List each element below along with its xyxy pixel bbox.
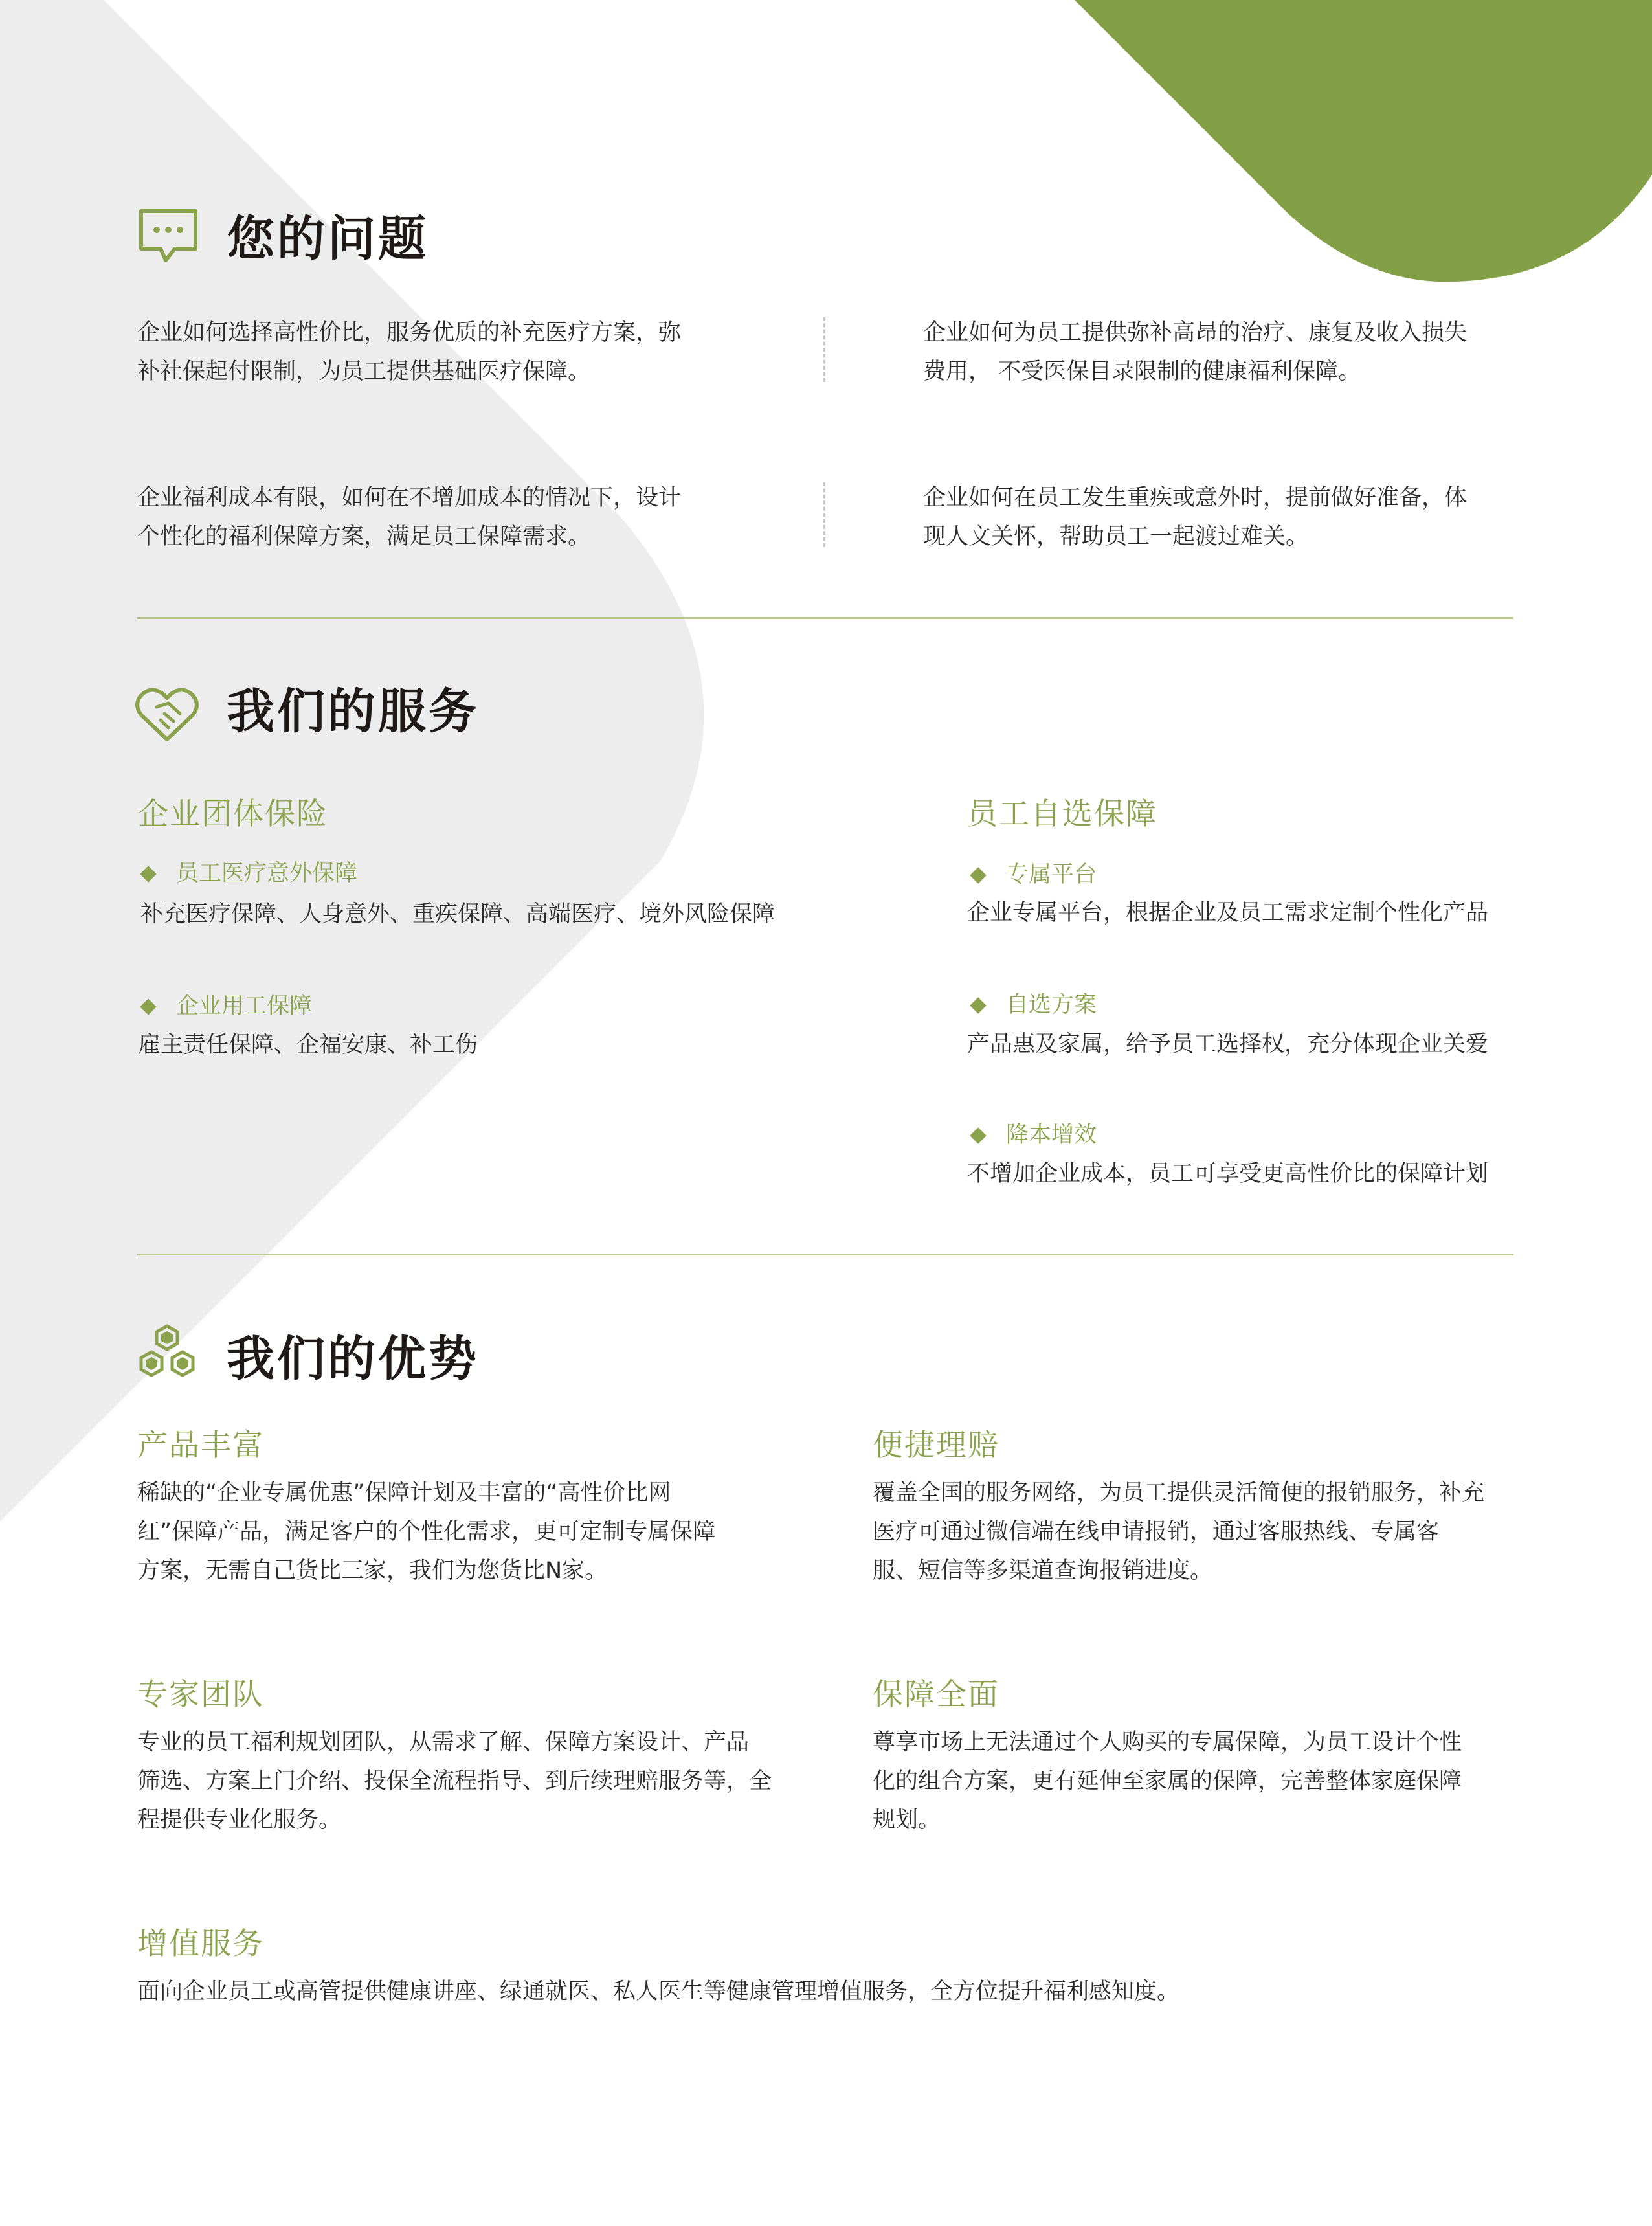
question-2 (923, 313, 1596, 391)
service-item-title-text: 自选方案 (1006, 992, 1097, 1018)
question-4 (923, 478, 1596, 556)
service-item-title-text: 降本增效 (1006, 1122, 1097, 1148)
advantage-text (873, 1474, 1598, 1590)
service-heading-group: 企业团体保险 (138, 796, 328, 832)
advantage-line: 筛选、方案上门介绍、投保全流程指导、到后续理赔服务等，全 (137, 1768, 772, 1794)
speech-bubble-icon (136, 206, 201, 273)
question-3 (137, 478, 785, 556)
handshake-heart-icon (135, 681, 199, 748)
advantage-text (137, 1723, 862, 1839)
advantage-line: 化的组合方案，更有延伸至家属的保障，完善整体家庭保障 (873, 1768, 1462, 1794)
question-2-line: 费用， 不受医保目录限制的健康福利保障。 (923, 359, 1361, 385)
advantage-line: 规划。 (873, 1807, 941, 1833)
service-item-title (967, 1124, 1097, 1147)
service-item-title-text: 专属平台 (1006, 862, 1097, 888)
advantage-line: 尊享市场上无法通过个人购买的专属保障，为员工设计个性 (873, 1729, 1462, 1755)
section-title-questions: 您的问题 (227, 211, 429, 267)
question-2-line: 企业如何为员工提供弥补高昂的治疗、康复及收入损失 (923, 320, 1468, 346)
advantage-line: 程提供专业化服务。 (137, 1807, 342, 1833)
service-item-title-text: 员工医疗意外保障 (176, 860, 358, 886)
question-3-line: 个性化的福利保障方案，满足员工保障需求。 (137, 524, 591, 550)
service-item-text: 补充医疗保障、人身意外、重疾保障、高端医疗、境外风险保障 (140, 901, 776, 927)
service-item-text: 雇主责任保障、企福安康、补工伤 (138, 1032, 478, 1058)
green-corner-shape (1075, 0, 1652, 282)
section-title-advantages: 我们的优势 (227, 1331, 479, 1387)
diamond-bullet-icon (970, 997, 986, 1013)
advantage-line: 稀缺的“企业专属优惠”保障计划及丰富的“高性价比网 (137, 1480, 671, 1506)
advantage-heading: 产品丰富 (137, 1428, 264, 1463)
advantage-heading: 专家团队 (137, 1677, 264, 1713)
service-item-text: 不增加企业成本，员工可享受更高性价比的保障计划 (967, 1161, 1489, 1187)
advantage-heading: 增值服务 (137, 1926, 264, 1962)
advantage-text (137, 1474, 823, 1590)
service-item-text: 产品惠及家属，给予员工选择权，充分体现企业关爱 (967, 1031, 1489, 1057)
diamond-bullet-icon (140, 998, 156, 1015)
section-divider (137, 617, 1513, 619)
diamond-bullet-icon (970, 867, 986, 883)
service-item-title (137, 995, 312, 1018)
advantage-text (137, 1972, 1561, 2011)
advantage-line: 服、短信等多渠道查询报销进度。 (873, 1558, 1213, 1584)
advantage-heading: 便捷理赔 (873, 1428, 999, 1463)
question-4-line: 企业如何在员工发生重疾或意外时，提前做好准备，体 (923, 485, 1468, 511)
column-divider (823, 482, 825, 547)
question-1-line: 补社保起付限制，为员工提供基础医疗保障。 (137, 359, 591, 385)
advantage-text (873, 1723, 1598, 1839)
service-item-title (137, 862, 357, 885)
question-1 (137, 313, 785, 391)
question-4-line: 现人文关怀，帮助员工一起渡过难关。 (923, 524, 1309, 550)
service-item-title (967, 994, 1097, 1017)
advantage-line: 覆盖全国的服务网络，为员工提供灵活简便的报销服务，补充 (873, 1480, 1485, 1506)
section-title-services: 我们的服务 (227, 684, 479, 739)
advantage-line: 红”保障产品，满足客户的个性化需求，更可定制专属保障 (137, 1519, 716, 1545)
column-divider (823, 317, 825, 382)
hexagon-cluster-icon (135, 1323, 199, 1391)
question-1-line: 企业如何选择高性价比，服务优质的补充医疗方案，弥 (137, 320, 682, 346)
advantage-line: 面向企业员工或高管提供健康讲座、绿通就医、私人医生等健康管理增值服务，全方位提升福利感知度。 (137, 1979, 1180, 2005)
service-item-title (967, 864, 1097, 886)
advantage-line: 专业的员工福利规划团队，从需求了解、保障方案设计、产品 (137, 1729, 750, 1755)
service-heading-self: 员工自选保障 (967, 796, 1157, 832)
diamond-bullet-icon (140, 866, 156, 882)
service-item-text: 企业专属平台，根据企业及员工需求定制个性化产品 (967, 900, 1489, 926)
advantage-heading: 保障全面 (873, 1677, 999, 1713)
advantage-line: 医疗可通过微信端在线申请报销，通过客服热线、专属客 (873, 1519, 1440, 1545)
diamond-bullet-icon (970, 1127, 986, 1143)
question-3-line: 企业福利成本有限，如何在不增加成本的情况下，设计 (137, 485, 682, 511)
service-item-title-text: 企业用工保障 (176, 993, 313, 1019)
section-divider (137, 1254, 1513, 1255)
advantage-line: 方案，无需自己货比三家，我们为您货比N家。 (137, 1558, 608, 1584)
